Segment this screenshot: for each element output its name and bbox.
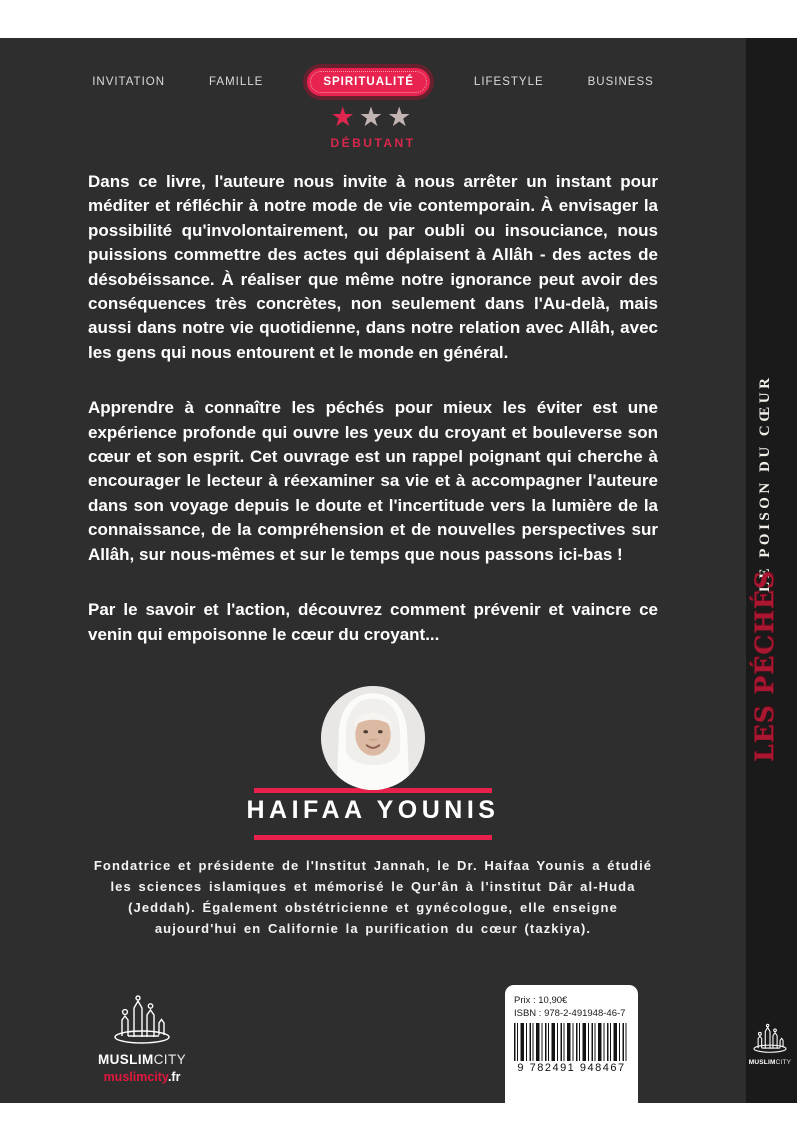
tab-spiritualite-active: SPIRITUALITÉ [307,68,430,96]
level-label: DÉBUTANT [330,136,416,150]
level-stars [0,104,746,131]
publisher-website [92,1070,192,1084]
publisher-name-light: CITY [153,1052,186,1067]
description-paragraph: Dans ce livre, l'auteure nous invite à nous arrêter un instant pour méditer et réfléchir à notre mode de vie contemporain. À envisager la possibilité qu'involontairement, ou par oubli ou insouciance, nous puissions commettre des actes qui déplaisent à Allâh - des actes de désobéissance. À réaliser que même notre ignorance peut avoir des conséquences très concrètes, non seulement dans l'Au-delà, mais aussi dans notre vie quotidienne, dans notre relation avec Allâh, avec les gens qui nous entourent et le monde en général. [88,172,658,362]
author-bio: Fondatrice et présidente de l'Institut Jannah, le Dr. Haifaa Younis a étudié les sciences islamiques et mémorisé le Qur'ân à l'institut Dâr al-Huda (Jeddah). Également obstétricienne et gynécologue, elle enseigne aujourd'hui en Californie la purification du cœur (tazkiya). [93,858,653,936]
tab-invitation: INVITATION [92,76,166,88]
publisher-name-strong: MUSLIM [748,1059,776,1066]
price-barcode-sticker [505,985,638,1103]
publisher-name [92,1052,192,1067]
tab-lifestyle: LIFESTYLE [473,76,544,88]
category-tabs [0,68,746,96]
tab-business: BUSINESS [587,76,654,88]
author-name-rule-bottom [254,835,492,840]
spine-book-title: LES PÉCHÉS [750,570,779,762]
publisher-name-strong: MUSLIM [97,1052,154,1067]
portrait-woman-white-hijab-icon [321,686,425,790]
ean-digits: 9 782491 948467 [517,1062,626,1074]
publisher-website-name: muslimcity [103,1070,168,1084]
star-icon: ★ [387,102,416,132]
publisher-logo-right [747,1022,793,1066]
star-icon: ★ [358,102,388,132]
muslimcity-skyline-icon [751,1022,789,1054]
isbn-label: ISBN : 978-2-491948-46-7 [514,1008,626,1019]
star-icon: ★ [330,102,359,132]
publisher-name [747,1059,793,1066]
barcode-icon [514,1023,629,1061]
muslimcity-skyline-icon [110,993,174,1045]
publisher-logo-left [92,993,192,1084]
spine-series-title: LE POISON DU CŒUR [757,374,773,592]
book-back-cover [0,38,797,1103]
publisher-name-light: CITY [775,1059,792,1066]
description-paragraph: Par le savoir et l'action, découvrez comment prévenir et vaincre ce venin qui empoisonne le cœur du croyant... [88,600,658,644]
description-paragraph: Apprendre à connaître les péchés pour mieux les éviter est une expérience profonde qui ouvre les yeux du croyant et bouleverse son cœur et son esprit. Cet ouvrage est un rappel poignant qui cherche à encourager le lecteur à réexaminer sa vie et à accompagner l'auteure dans son voyage depuis le doute et l'incertitude vers la lumière de la connaissance, de la compréhension et de nouvelles perspectives sur Allâh, sur nous-mêmes et sur le temps que nous passons ici-bas ! [88,398,658,564]
author-name: HAIFAA YOUNIS [246,796,500,824]
tab-famille: FAMILLE [209,76,264,88]
price-label: Prix : 10,90€ [514,995,568,1006]
author-portrait [321,686,425,790]
publisher-website-tld: .fr [167,1070,181,1084]
book-description [88,170,658,678]
